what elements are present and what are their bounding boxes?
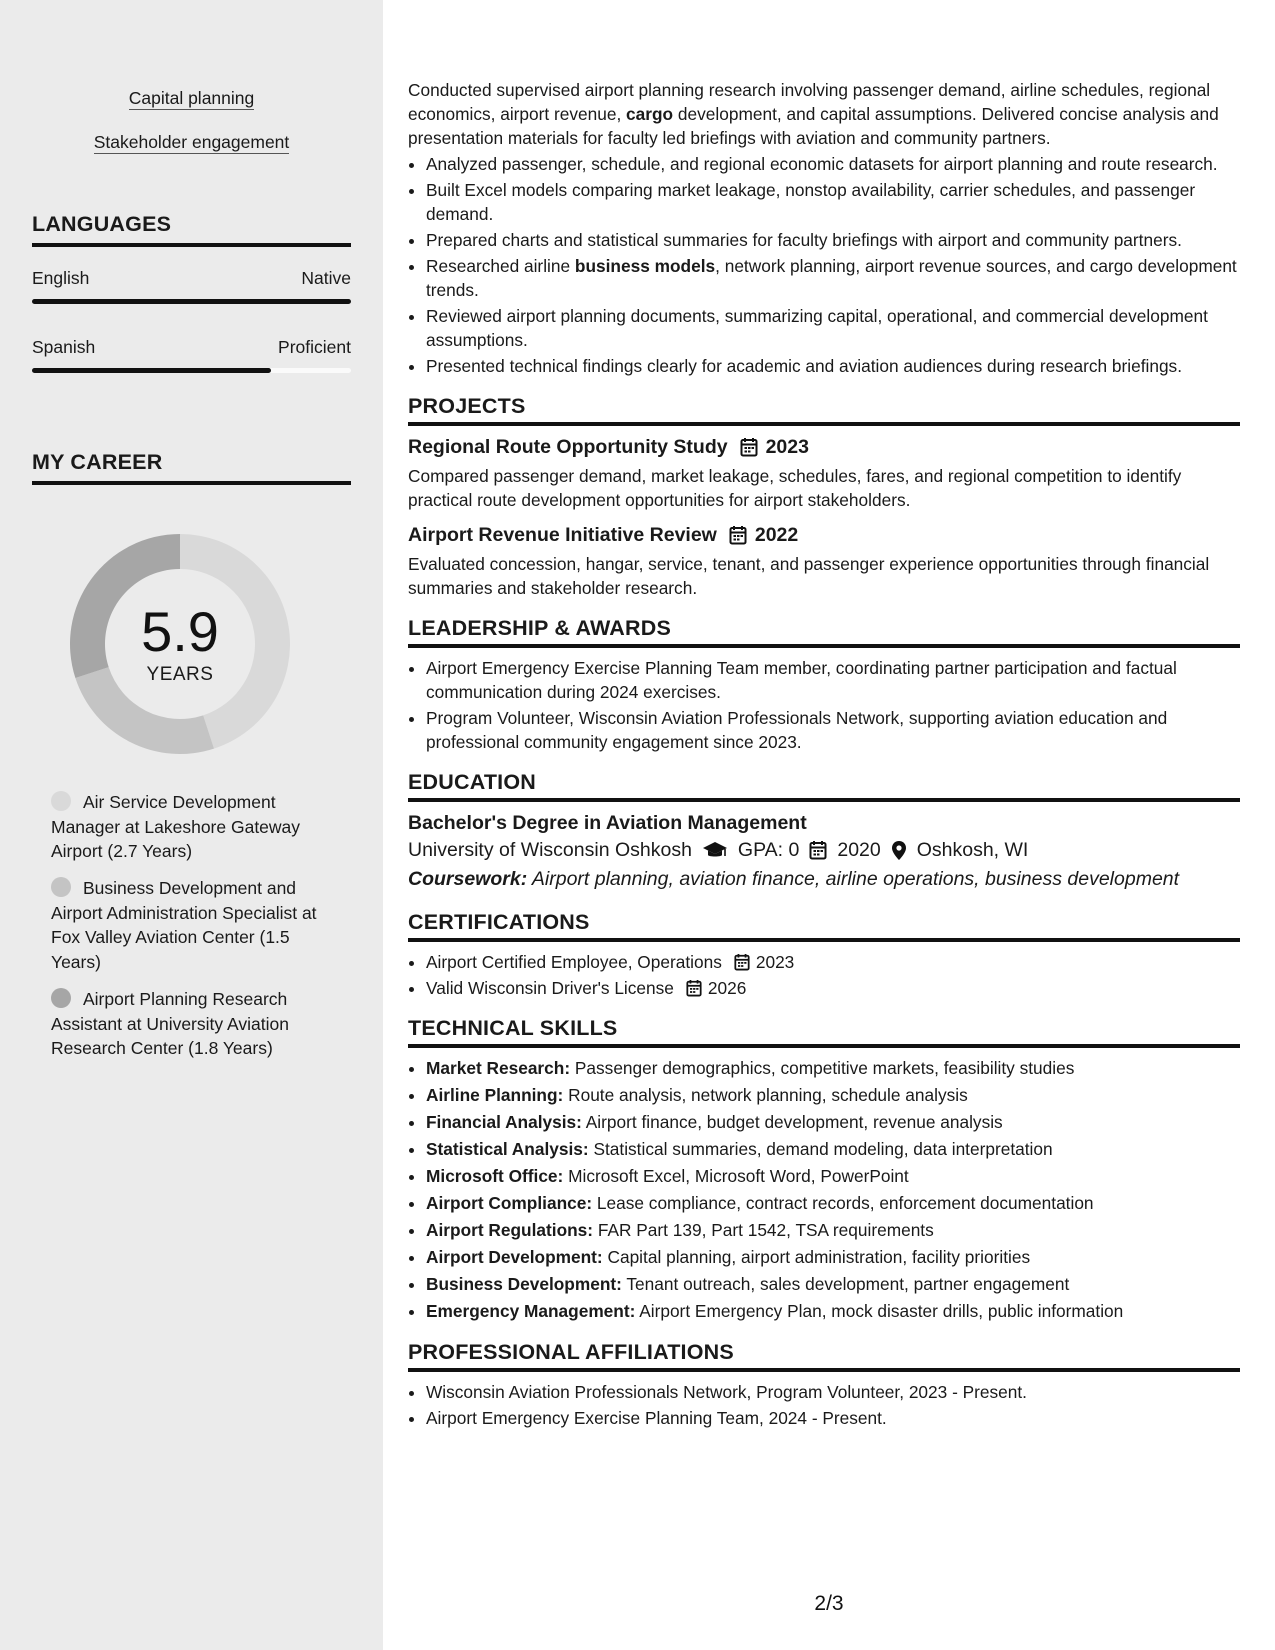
languages-heading: LANGUAGES — [32, 212, 351, 247]
sidebar — [0, 0, 383, 1650]
list-item: • Airport Regulations: FAR Part 139, Part 1542, TSA requirements — [426, 1218, 1240, 1243]
language-level: Proficient — [278, 337, 351, 357]
legend-dot — [51, 877, 71, 897]
language-proficiency-fill — [32, 368, 271, 373]
education-heading: EDUCATION — [408, 770, 1240, 802]
experience-bullets — [408, 152, 1240, 378]
list-item: • Wisconsin Aviation Professionals Network, Program Volunteer, 2023 - Present. — [426, 1380, 1240, 1404]
affiliations-heading: PROFESSIONAL AFFILIATIONS — [408, 1340, 1240, 1372]
certifications-list — [408, 950, 1240, 1000]
list-item: • Airport Emergency Exercise Planning Team, 2024 - Present. — [426, 1406, 1240, 1430]
career-donut-chart — [66, 530, 294, 758]
main-content — [408, 78, 1240, 1432]
certification-year: 2023 — [755, 952, 795, 972]
language-level: Native — [301, 268, 351, 288]
language-name: English — [32, 268, 90, 288]
coursework: Coursework: Airport planning, aviation finance, airline operations, business development — [408, 868, 1180, 890]
list-item: • Analyzed passenger, schedule, and regional economic datasets for airport planning and route research. — [426, 152, 1240, 176]
list-item: • Airport Emergency Exercise Planning Team member, coordinating partner participation and factual communication during 2024 exercises. — [426, 656, 1240, 704]
calendar-icon — [729, 525, 747, 545]
language-proficiency-fill — [32, 299, 351, 304]
career-legend-item: Air Service Development Manager at Lakeshore Gateway Airport (2.7 Years) — [51, 792, 301, 861]
list-item: • Prepared charts and statistical summaries for faculty briefings with airport and community partners. — [426, 228, 1240, 252]
calendar-icon — [686, 979, 702, 997]
list-item: • Airline Planning: Route analysis, network planning, schedule analysis — [426, 1083, 1240, 1108]
list-item: • Airport Compliance: Lease compliance, contract records, enforcement documentation — [426, 1191, 1240, 1216]
career-total-years: 5.9 — [141, 600, 219, 663]
calendar-icon — [809, 840, 827, 860]
list-item: • Microsoft Office: Microsoft Excel, Microsoft Word, PowerPoint — [426, 1164, 1240, 1189]
list-item: • Market Research: Passenger demographics, competitive markets, feasibility studies — [426, 1056, 1240, 1081]
language-name: Spanish — [32, 337, 96, 357]
experience-summary: Conducted supervised airport planning research involving passenger demand, airline schedules, regional economics, airport revenue, cargo development, and capital assumptions. Delivered concise analysis and presentation materials for faculty led briefings with aviation and community partners. — [408, 80, 1219, 148]
graduation-cap-icon — [702, 840, 728, 860]
project-title: Regional Route Opportunity Study 2023 — [408, 436, 809, 458]
certifications-heading: CERTIFICATIONS — [408, 910, 1240, 942]
language-proficiency-bar — [32, 368, 351, 373]
skill-tag: Capital planning — [128, 88, 255, 108]
career-years-label: YEARS — [146, 664, 214, 685]
gpa: GPA: 0 — [737, 839, 800, 861]
list-item: • Program Volunteer, Wisconsin Aviation Professionals Network, supporting aviation education and professional community engagement since 2023. — [426, 706, 1240, 754]
calendar-icon — [740, 437, 758, 457]
list-item: • Emergency Management: Airport Emergency Plan, mock disaster drills, public information — [426, 1299, 1240, 1324]
leadership-bullets — [408, 656, 1240, 754]
career-legend-item: Business Development and Airport Administration Specialist at Fox Valley Aviation Center (1.5 Years) — [51, 878, 317, 972]
technical-skills-heading: TECHNICAL SKILLS — [408, 1016, 1240, 1048]
list-item: • Airport Certified Employee, Operations 2023 — [426, 950, 1240, 974]
leadership-heading: LEADERSHIP & AWARDS — [408, 616, 1240, 648]
school-location: Oshkosh, WI — [916, 839, 1029, 861]
career-legend-item: Airport Planning Research Assistant at University Aviation Research Center (1.8 Years) — [51, 989, 289, 1058]
technical-skills-list — [408, 1056, 1240, 1324]
affiliations-list — [408, 1380, 1240, 1430]
language-row — [32, 268, 351, 289]
list-item: • Presented technical findings clearly for academic and aviation audiences during research briefings. — [426, 354, 1240, 378]
language-proficiency-bar — [32, 299, 351, 304]
list-item: • Statistical Analysis: Statistical summaries, demand modeling, data interpretation — [426, 1137, 1240, 1162]
calendar-icon — [734, 953, 750, 971]
map-pin-icon — [891, 840, 907, 861]
list-item: • Valid Wisconsin Driver's License 2026 — [426, 976, 1240, 1000]
education-details — [408, 836, 1240, 864]
graduation-year: 2020 — [837, 839, 881, 861]
legend-dot — [51, 988, 71, 1008]
skill-tag: Stakeholder engagement — [93, 132, 290, 152]
list-item: • Reviewed airport planning documents, summarizing capital, operational, and commercial development assumptions. — [426, 304, 1240, 352]
projects-heading: PROJECTS — [408, 394, 1240, 426]
certification-year: 2026 — [707, 978, 747, 998]
list-item: • Airport Development: Capital planning, airport administration, facility priorities — [426, 1245, 1240, 1270]
list-item: • Built Excel models comparing market leakage, nonstop availability, carrier schedules, and passenger demand. — [426, 178, 1240, 226]
legend-dot — [51, 791, 71, 811]
project-year: 2022 — [754, 524, 799, 546]
list-item: • Financial Analysis: Airport finance, budget development, revenue analysis — [426, 1110, 1240, 1135]
project-year: 2023 — [765, 436, 809, 458]
project-description: Evaluated concession, hangar, service, tenant, and passenger experience opportunities through financial summaries and stakeholder research. — [408, 554, 1210, 598]
list-item: • Business Development: Tenant outreach, sales development, partner engagement — [426, 1272, 1240, 1297]
language-row — [32, 337, 351, 358]
degree-title: Bachelor's Degree in Aviation Management — [408, 812, 807, 834]
page-number: 2/3 — [814, 1592, 844, 1615]
project-description: Compared passenger demand, market leakage, schedules, fares, and regional competition to identify practical route development opportunities for airport stakeholders. — [408, 466, 1182, 510]
project-title: Airport Revenue Initiative Review 2022 — [408, 524, 799, 546]
list-item: • Researched airline business models, network planning, airport revenue sources, and cargo development trends. — [426, 254, 1240, 302]
school-name: University of Wisconsin Oshkosh — [408, 839, 692, 861]
career-heading: MY CAREER — [32, 450, 351, 485]
